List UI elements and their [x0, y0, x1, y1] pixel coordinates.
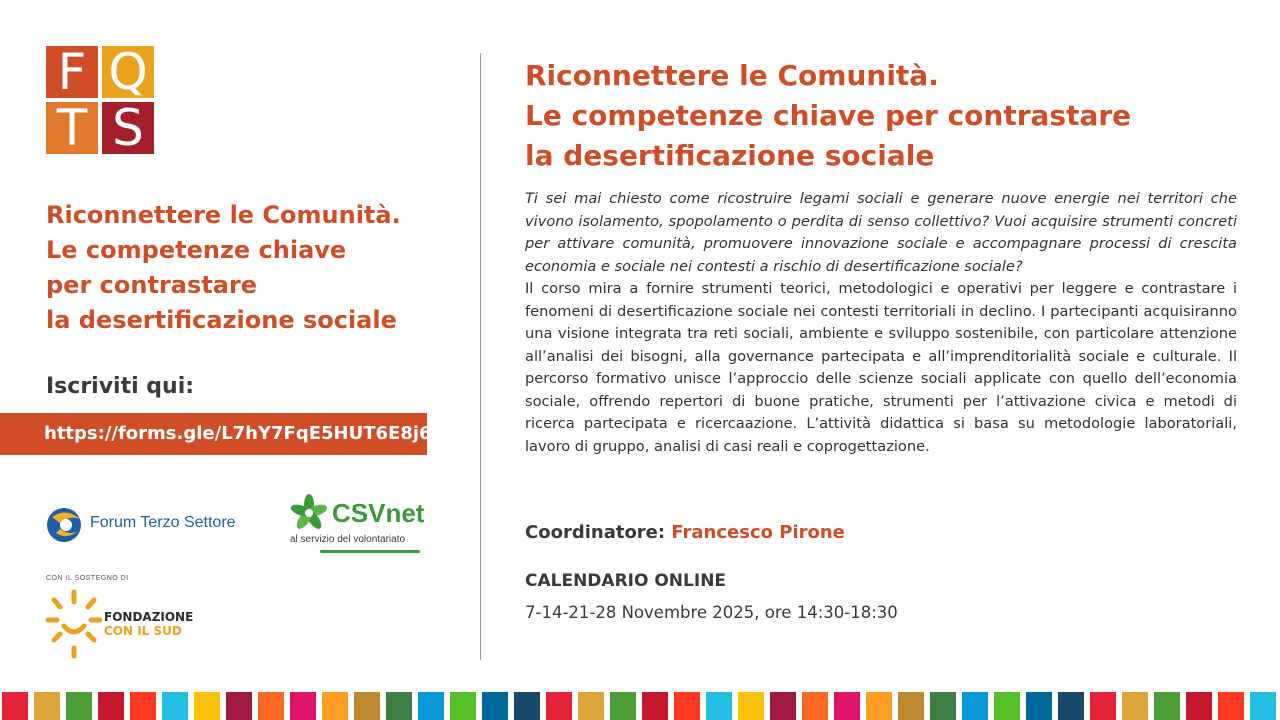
strip-square	[578, 692, 604, 720]
calendar-dates: 7-14-21-28 Novembre 2025, ore 14:30-18:30	[525, 603, 898, 622]
strip-square	[1186, 692, 1212, 720]
registration-link[interactable]	[0, 413, 432, 455]
left-title-line: la desertificazione sociale	[46, 306, 397, 334]
vertical-divider	[480, 53, 481, 660]
fondazione-line1: FONDAZIONE	[104, 610, 194, 624]
right-title-line: la desertificazione sociale	[525, 139, 935, 172]
strip-square	[706, 692, 732, 720]
strip-square	[258, 692, 284, 720]
strip-square	[1058, 692, 1084, 720]
fondazione-con-il-sud-logo	[46, 588, 206, 660]
strip-square	[610, 692, 636, 720]
course-description	[525, 188, 1237, 458]
strip-square	[1026, 692, 1052, 720]
strip-square	[738, 692, 764, 720]
support-label: CON IL SOSTEGNO DI	[46, 575, 129, 582]
description-intro: Ti sei mai chiesto come ricostruire legami sociali e generare nuove energie nei territori che vivono isolamento, spopolamento o perdita di senso collettivo? Vuoi acquisire strumenti concreti per attivare comunità, promuovere innovazione sociale e accompagnare processi di crescita economia e sociale nei contesti a rischio di desertificazione sociale?	[525, 190, 1237, 275]
strip-square	[930, 692, 956, 720]
strip-square	[1090, 692, 1116, 720]
left-title-line: per contrastare	[46, 271, 258, 299]
left-title-line: Le competenze chiave	[46, 236, 347, 264]
coordinator-name: Francesco Pirone	[671, 522, 845, 543]
logo-cell-q: Q	[102, 46, 154, 98]
strip-square	[450, 692, 476, 720]
strip-square	[482, 692, 508, 720]
logo-cell-s: S	[102, 102, 154, 154]
strip-square	[322, 692, 348, 720]
logo-cell-t: T	[46, 102, 98, 154]
strip-square	[834, 692, 860, 720]
strip-square	[290, 692, 316, 720]
strip-square	[98, 692, 124, 720]
strip-square	[1154, 692, 1180, 720]
forum-terzo-settore-logo	[46, 503, 256, 545]
right-title-line: Le competenze chiave per contrastare	[525, 99, 1132, 132]
left-title-line: Riconnettere le Comunità.	[46, 201, 401, 229]
strip-square	[418, 692, 444, 720]
csvnet-underline	[320, 550, 420, 553]
strip-square	[162, 692, 188, 720]
right-course-title	[525, 56, 1245, 176]
fondazione-line2: CON IL SUD	[104, 624, 182, 638]
coordinator-label: Coordinatore:	[525, 522, 666, 543]
forum-terzo-settore-name: Forum Terzo Settore	[90, 514, 236, 531]
strip-square	[866, 692, 892, 720]
strip-square	[674, 692, 700, 720]
subscribe-label: Iscriviti qui:	[46, 374, 195, 399]
strip-square	[642, 692, 668, 720]
strip-square	[34, 692, 60, 720]
sun-icon	[46, 588, 102, 660]
strip-square	[1122, 692, 1148, 720]
csvnet-name: CSVnet	[332, 498, 425, 528]
color-strip	[0, 692, 1280, 720]
strip-square	[226, 692, 252, 720]
logo-cell-f: F	[46, 46, 98, 98]
strip-square	[802, 692, 828, 720]
coordinator	[525, 522, 845, 543]
fqts-logo	[46, 43, 154, 157]
strip-square	[962, 692, 988, 720]
left-course-title	[46, 198, 446, 338]
description-body: Il corso mira a fornire strumenti teorici, metodologici e operativi per leggere e contrastare i fenomeni di desertificazione sociale nei contesti territoriali in declino. I partecipanti acquisiranno una visione integrata tra reti sociali, ambiente e sviluppo sostenibile, con particolare attenzione all’analisi dei bisogni, alla governance partecipata e all’imprenditorialità sociale e culturale. Il percorso formativo unisce l’approccio delle scienze sociali applicate con quello dell’economia sociale, offrendo repertori di buone pratiche, strumenti per l’attivazione civica e metodi di ricerca partecipata e ricercaazione. L’attività didattica si basa su metodologie laboratoriali, lavoro di gruppo, analisi di casi reali e coprogettazione.	[525, 280, 1237, 455]
strip-square	[354, 692, 380, 720]
calendar-title: CALENDARIO ONLINE	[525, 571, 727, 591]
strip-square	[770, 692, 796, 720]
forum-swirl-icon	[46, 503, 86, 545]
strip-square	[1218, 692, 1244, 720]
strip-square	[1250, 692, 1276, 720]
strip-square	[546, 692, 572, 720]
strip-square	[130, 692, 156, 720]
csvnet-flower-icon	[290, 494, 328, 532]
strip-square	[898, 692, 924, 720]
strip-square	[2, 692, 28, 720]
strip-square	[514, 692, 540, 720]
strip-square	[194, 692, 220, 720]
strip-square	[386, 692, 412, 720]
strip-square	[994, 692, 1020, 720]
csvnet-logo	[290, 494, 430, 556]
right-title-line: Riconnettere le Comunità.	[525, 59, 939, 92]
csvnet-tagline: al servizio del volontariato	[290, 534, 406, 545]
registration-link-text[interactable]: https://forms.gle/L7hY7FqE5HUT6E8j6	[44, 423, 432, 444]
strip-square	[66, 692, 92, 720]
